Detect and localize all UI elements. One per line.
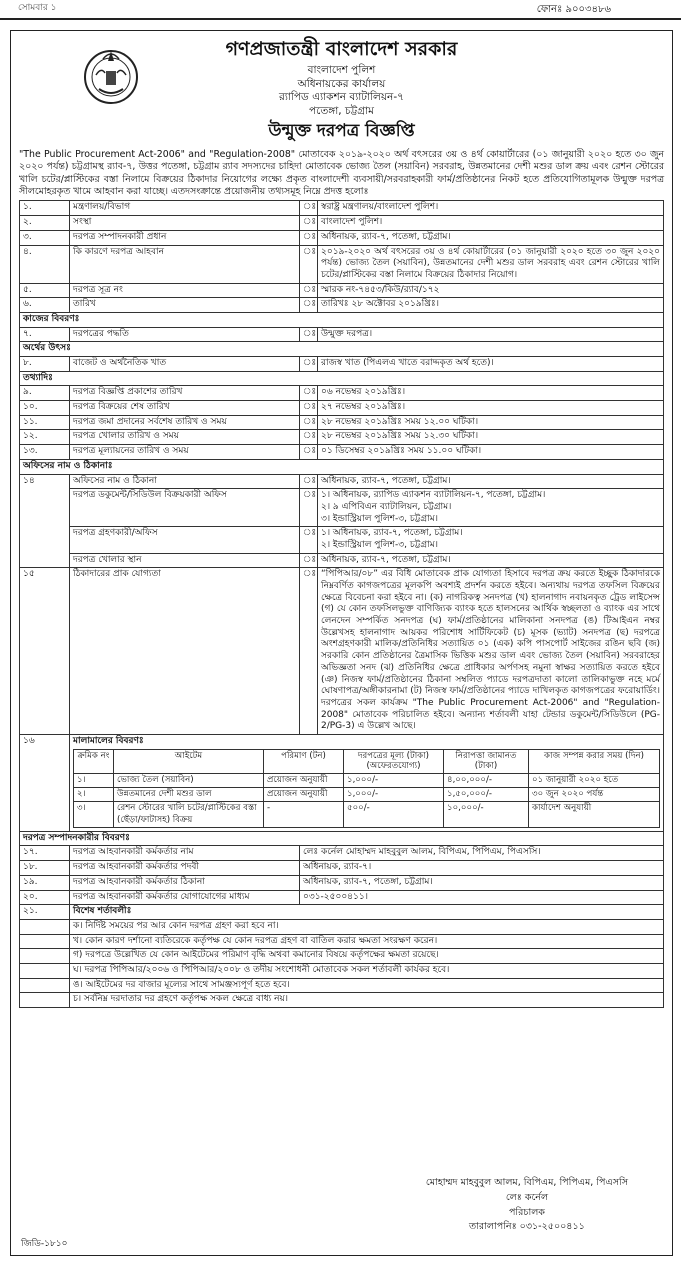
table-cell: ঃ [300,357,318,372]
table-cell: উন্নতমানের দেশী মশুর ডাল [114,788,264,802]
table-cell: চ। সর্বনিম্ন দরদাতার দর গ্রহণে কর্তৃপক্ষ সকল ক্ষেত্রে বাধ্য নয়। [70,993,664,1008]
table-cell: ২. [20,216,70,231]
table-cell: ৬. [20,298,70,313]
table-row [20,386,664,401]
table-cell: তারিখঃ ২৮ অক্টোবর ২০১৯খ্রিঃ। [318,298,664,313]
table-cell: ঃ [300,415,318,430]
table-cell: ৫. [20,283,70,298]
office-line: অধিনায়কের কার্যালয় [297,77,386,90]
table-cell: ১৭. [20,846,70,861]
table-cell: ঃ [300,386,318,401]
table-row [20,568,664,735]
table-cell: বাংলাদেশ পুলিশ। [318,216,664,231]
top-strip [0,0,681,20]
table-cell: ঃ [300,201,318,216]
table-cell: ঃ [300,474,318,489]
section-heading [20,371,664,386]
table-cell: দরপত্র বিজ্ঞপ্তি প্রকাশের তারিখ [70,386,300,401]
table-cell: ঃ [300,298,318,313]
section-heading [20,459,664,474]
table-cell: দরপত্র সূত্র নং [70,283,300,298]
signatory-phone: তারালাপনিঃ ০৩১-২৫০০৪১১ [469,1221,585,1233]
table-row [20,201,664,216]
table-cell: ১৩. [20,445,70,460]
table-row [20,474,664,489]
table-cell: ০১ জানুয়ারী ২০২০ হতে [529,774,660,788]
table-cell: অফিসের নাম ও ঠিকানা [70,474,300,489]
condition-row [20,978,664,993]
table-cell: আইটেম [114,749,264,773]
section-heading [20,342,664,357]
table-cell: প্রয়োজন অনুযায়ী [264,774,344,788]
table-cell: ১৫ [20,568,70,735]
table-cell: অর্থের উৎসঃ [20,342,664,357]
table-row [20,875,664,890]
table-cell [20,919,70,934]
table-cell: ১,৫০,০০০/- [444,788,529,802]
table-row [20,861,664,876]
table-cell: কি কারণে দরপত্র আহবান [70,245,300,283]
table-cell: অধিনায়ক, র‍্যাব-৭, পতেঙ্গা, চট্টগ্রাম। [318,553,664,568]
table-cell: ২০১৯-২০২০ অর্থ বৎসরের ৩য় ও ৪র্থ কোয়ার্টারের (০১ জানুয়ারী ২০২০ হতে ৩০ জুন ২০২০ পর্যন্ত) ভোজ্য তৈল (সয়াবিন), উন্নতমানের দেশী মশুর ডাল সরবরাহ এবং রেশন স্টোরের খালি চটের/প্লাস্টিকের বস্তা নিলামে বিক্রয়ের ঠিকাদার নিয়োগ। [318,245,664,283]
table-cell: ঃ [300,216,318,231]
table-cell: কাজের বিবরণঃ [20,312,664,327]
table-cell: ৩০ জুন ২০২০ পর্যন্ত [529,788,660,802]
tender-notice [10,30,673,1256]
table-row [20,245,664,283]
table-cell: ১. [20,201,70,216]
table-cell: ঠিকাদারের প্রাক যোগ্যতা [70,568,300,735]
table-cell: দরপত্র বিক্রয়ের শেষ তারিখ [70,401,300,416]
table-cell [20,978,70,993]
table-row [20,846,664,861]
table-cell [20,934,70,949]
table-cell: দরপত্র ডকুমেন্ট/সিডিউল বিক্রয়কারী অফিস [70,489,300,527]
table-cell: তথ্যাদিঃ [20,371,664,386]
table-cell: ঃ [300,489,318,527]
table-cell: ১,০০০/- [344,774,444,788]
condition-row [20,993,664,1008]
condition-row [20,934,664,949]
table-cell: স্মারক নং-৭৪৫৩/কিউ/র‍্যাব/১৭২ [318,283,664,298]
table-row [20,327,664,342]
table-row [20,890,664,905]
table-cell: ৭. [20,327,70,342]
table-cell: ক। নির্দিষ্ট সময়ের পর আর কোন দরপত্র গ্রহণ করা হবে না। [70,919,664,934]
table-cell: রাজস্ব খাত (পিএলএ খাতে বরাদ্দকৃত অর্থ হতে)। [318,357,664,372]
table-cell: ২৮ নভেম্বর ২০১৯খ্রিঃ সময় ১২.৩০ ঘটিকা। [318,430,664,445]
table-cell: ১৮. [20,861,70,876]
table-cell: ১১. [20,415,70,430]
table-row [20,734,664,831]
table-row [20,445,664,460]
signatory-name: মোহাম্মদ মাহবুবুল আলম, বিপিএম, পিপিএম, পিএসসি [425,1177,628,1189]
table-cell: দরপত্র জমা প্রদানের সর্বশেষ তারিখ ও সময় [70,415,300,430]
table-cell: ঃ [300,245,318,283]
table-cell: ঃ [300,230,318,245]
table-cell: ৩. [20,230,70,245]
table-cell: ০১ ডিসেম্বর ২০১৯খ্রিঃ সময় ১১.০০ ঘটিকা। [318,445,664,460]
table-row [20,298,664,313]
table-cell: দরপত্র আহবানকারী কর্মকর্তার ঠিকানা [70,875,300,890]
table-cell: নিরাপত্তা জামানত (টাকা) [444,749,529,773]
table-cell: ঙ। আইটেমের দর বাজার মূল্যের সাথে সামঞ্জস্যপূর্ণ হতে হবে। [70,978,664,993]
table-cell: ৩। [74,802,114,827]
tender-table [19,200,664,1008]
office-line: বাংলাদেশ পুলিশ [307,64,376,77]
table-cell: ১৬ [20,734,70,831]
table-cell: ৫০০/- [344,802,444,827]
table-cell: ঃ [300,445,318,460]
table-cell: খ। কোন কারণ দর্শানো ব্যতিরেকে কর্তৃপক্ষ যে কোন দরপত্র গ্রহণ বা বাতিল করার ক্ষমতা সংরক্ষণ করেন। [70,934,664,949]
table-row [20,357,664,372]
top-strip-left: সোমবার ১ [18,3,57,13]
table-cell: দরপত্র খোলার স্থান [70,553,300,568]
table-row [20,283,664,298]
table-cell: কাজ সম্পন্ন করার সময় (দিন) [529,749,660,773]
table-cell: ১,০০০/- [344,788,444,802]
table-row [20,216,664,231]
table-row [20,489,664,527]
table-cell: অধিনায়ক, র‍্যাব-৭, পতেঙ্গা, চট্টগ্রাম। [318,230,664,245]
government-title: গণপ্রজাতন্ত্রী বাংলাদেশ সরকার [225,38,458,60]
table-cell: বাজেট ও অর্থনৈতিক খাত [70,357,300,372]
table-cell: ১৪ [20,474,70,568]
table-cell: ১২. [20,430,70,445]
notice-title: উন্মুক্ত দরপত্র বিজ্ঞপ্তি [268,121,415,142]
top-strip-phone: ফোনঃ ৯০০৩৪৮৬ [536,4,611,15]
police-emblem-icon [81,45,141,105]
section-heading [20,312,664,327]
table-cell: ৮. [20,357,70,372]
table-cell: ঃ [300,430,318,445]
table-cell: ভোজ্য তৈল (সয়াবিন) [114,774,264,788]
table-cell: ২০. [20,890,70,905]
table-cell: স্বরাষ্ট্র মন্ত্রণালয়/বাংলাদেশ পুলিশ। [318,201,664,216]
goods-table [73,749,660,828]
table-row [20,905,664,920]
intro-paragraph: "The Public Procurement Act-2006" and "Regulation-2008" মোতাবেক ২০১৯-২০২০ অর্থ বৎসরের ৩য় ও ৪র্থ কোয়ার্টারের (০১ জানুয়ারী ২০২০ হতে ৩০ জুন ২০২০ পর্যন্ত) চট্টগ্রামস্থ র‍্যাব-৭, উত্তর পতেঙ্গা, চট্টগ্রাম র‍্যাব সদস্যদের চাহিদা মোতাবেক ভোজ্য তৈল (সয়াবিন) সরবরাহ, উন্নতমানের দেশী মশুর ডাল ক্রয় এবং রেশন স্টোরের খালি চটের/প্লাস্টিকের বস্তা নিলামে বিক্রয়ের ঠিকাদার নিয়োগের লক্ষ্যে প্রকৃত বাংলাদেশী ব্যবসায়ী/সরবরাহকারী ফার্ম/প্রতিষ্ঠানের নিকট হতে প্রতিযোগিতামূলক উন্মুক্ত দরপত্র সীলমোহরকৃত খামে আহবান করা যাচ্ছে। এতদসংক্রান্তে প্রয়োজনীয় তথ্যসমূহ নিম্নে প্রদত্ত হলোঃ [19,148,664,198]
table-cell: মন্ত্রণালয়/বিভাগ [70,201,300,216]
table-cell: কার্যাদেশ অনুযায়ী [529,802,660,827]
table-cell [20,949,70,964]
goods-row [74,802,660,827]
table-cell: গ) দরপত্রে উল্লেখিত যে কোন আইটেমের পরিমাণ বৃদ্ধি অথবা কমানোর বিষয়ে কর্তৃপক্ষের ক্ষমতা রয়েছে। [70,949,664,964]
condition-row [20,949,664,964]
table-row [20,553,664,568]
table-cell: ঘ। দরপত্র পিপিআর/২০০৬ ও পিপিআর/২০০৮ ও তদীয় সংশোধনী মোতাবেক সকল শর্তাবলী কার্যকর হবে। [70,963,664,978]
office-line: পতেঙ্গা, চট্টগ্রাম [309,104,374,117]
section-heading [20,831,664,846]
table-row [20,401,664,416]
table-cell: দরপত্র আহবানকারী কর্মকর্তার যোগাযোগের মাধ্যম [70,890,300,905]
signatory-post: পরিচালক [508,1206,545,1218]
table-row [20,415,664,430]
table-cell: ২৭ নভেম্বর ২০১৯খ্রিঃ। [318,401,664,416]
table-cell: ১০,০০০/- [444,802,529,827]
table-cell: ১০. [20,401,70,416]
table-cell: ঃ [300,283,318,298]
table-cell: ১। অধিনায়ক, র‍্যাব-৭, পতেঙ্গা, চট্টগ্রাম। ২। ইন্ডাস্ট্রিয়াল পুলিশ-৩, চট্টগ্রাম। [318,527,664,553]
table-cell: প্রয়োজন অনুযায়ী [264,788,344,802]
signature-block [426,1176,628,1235]
table-cell: তারিখ [70,298,300,313]
table-cell: লেঃ কর্নেল মোহাম্মদ মাহবুবুল আলম, বিপিএম, পিপিএম, পিএসসি। [300,846,664,861]
table-cell: ১। অধিনায়ক, র‍্যাপিড এ্যাকশন ব্যাটালিয়ন-৭, পতেঙ্গা, চট্টগ্রাম। ২। ৯ এপিবিএন ব্যাটালিয়ন, চট্টগ্রাম। ৩। ইন্ডাস্ট্রিয়াল পুলিশ-৩, চট্টগ্রাম। [318,489,664,527]
table-cell: ০৩১-২৫০০৪১১। [300,890,664,905]
table-cell: ২৮ নভেম্বর ২০১৯খ্রিঃ সময় ১২.০০ ঘটিকা। [318,415,664,430]
table-cell: ১৯. [20,875,70,890]
condition-row [20,919,664,934]
table-cell: দরপত্রের মূল্য (টাকা) (অফেরতযোগ্য) [344,749,444,773]
table-cell: ঃ [300,401,318,416]
table-cell: ক্রমিক নং [74,749,114,773]
table-cell: ৪,০০,০০০/- [444,774,529,788]
table-cell: অধিনায়ক, র‍্যাব-৭, পতেঙ্গা, চট্টগ্রাম। [300,875,664,890]
table-cell: রেশন স্টোরের খালি চটের/প্লাস্টিকের বস্তা (ছেঁড়া/ফাটাসহ) বিক্রয় [114,802,264,827]
goods-row [74,788,660,802]
office-line: র‍্যাপিড এ্যাকশন ব্যাটালিয়ন-৭ [279,91,404,104]
table-cell: মালামালের বিবরণঃ ক্রমিক নং আইটেম পরিমাণ (টন) দরপত্রের মূল্য (টাকা) (অফেরতযোগ্য) নিরাপত্তা জামানত (টাকা) কাজ সম্পন্ন করার সময় (দিন) ১। ভোজ্য তৈল (সয়াবিন) প্রয়োজন অনুযায়ী ১,০০০/- ৪,০০,০০০/- ০১ জানুয়ারী ২০২০ হতে ২। উন্নতমানের দেশী মশুর ডাল প্রয়োজন অনুযায়ী ১,০০০/- ১,৫০,০০০/- ৩০ জুন ২০২০ পর্যন্ত ৩। রেশন স্টোরের খালি চটের/প্লাস্টিকের বস্তা (ছেঁড়া/ফাটাসহ) বিক্রয় - ৫০০/- ১০,০০০/- কার্যাদেশ অনুযায়ী [70,734,664,831]
table-cell: অধিনায়ক, র‍্যাব-৭। [300,861,664,876]
table-cell: ঃ [300,327,318,342]
condition-row [20,963,664,978]
table-cell: ১। [74,774,114,788]
table-cell: দরপত্র সম্পাদনকারী প্রধান [70,230,300,245]
table-cell: দরপত্র গ্রহণকারী/অফিস [70,527,300,553]
table-row [20,527,664,553]
table-cell: ঃ [300,553,318,568]
table-cell: ২১. [20,905,70,920]
table-cell: ঃ [300,568,318,735]
table-cell: ৪. [20,245,70,283]
table-cell: উন্মুক্ত দরপত্র। [318,327,664,342]
table-cell: ২। [74,788,114,802]
table-cell: অধিনায়ক, র‍্যাব-৭, পতেঙ্গা, চট্টগ্রাম। [318,474,664,489]
table-cell: দরপত্র সম্পাদনকারীর বিবরণঃ [20,831,664,846]
table-cell: বিশেষ শর্তাবলীঃ [70,905,664,920]
table-row [74,749,660,773]
table-cell: দরপত্র খোলার তারিখ ও সময় [70,430,300,445]
goods-row [74,774,660,788]
table-cell: পরিমাণ (টন) [264,749,344,773]
table-row [20,230,664,245]
table-cell: ঃ [300,527,318,553]
table-cell: দরপত্র মূল্যায়নের তারিখ ও সময় [70,445,300,460]
table-cell [20,993,70,1008]
table-cell: দরপত্র আহবানকারী কর্মকর্তার নাম [70,846,300,861]
signatory-rank: লেঃ কর্নেল [505,1191,549,1203]
table-cell: সংস্থা [70,216,300,231]
table-cell [20,963,70,978]
table-cell: ০৬ নভেম্বর ২০১৯খ্রিঃ। [318,386,664,401]
table-cell: দরপত্র আহবানকারী কর্মকর্তার পদবী [70,861,300,876]
table-cell: দরপত্রের পদ্ধতি [70,327,300,342]
table-row [20,430,664,445]
gd-number: জিডি-১৮১০ [21,1239,68,1249]
prequalification-text: “পিপিআর/০৮” এর বিধি মোতাবেক প্রাক যোগ্যতা হিসাবে দরপত্র ক্রয় করতে ইচ্ছুক ঠিকাদারকে নিম্নবর্ণিত কাগজপত্রের মূলকপি অবশ্যই প্রদর্শন করতে হইবে। অন্যথায় দরপত্র তফসিল বিক্রয়ের ক্ষেত্রে বিবেচনা করা হইবে না। (ক) নাগরিকত্ব সনদপত্র (খ) হালনাগাদ নবায়নকৃত ট্রেড লাইসেন্স (গ) যে কোন তফসিলভুক্ত বাণিজ্যিক ব্যাংক হতে হালসনের আর্থিক স্বচ্ছলতা ও ব্যাংক এর সাথে লেনদেন সম্পর্কিত সনদপত্র (ঘ) ফার্ম/প্রতিষ্ঠানের মালিকানা সনদপত্র (ঙ) টিআইএন নম্বর উল্লেখসহ হালনাগাদ আয়কর পরিশোধ সার্টিফিকেট (চ) মূসক (ভ্যাট) সনদপত্র (ছ) দরপত্রে অংশগ্রহণকারী মালিক/প্রতিনিধির সত্যায়িত ০১ (এক) কপি পাসপোর্ট সাইজের রঙিন ছবি (জ) সরকারি কোন প্রতিষ্ঠানের ত্রৈমাসিক ভিত্তিক মশুর ডাল এবং ভোজ্য তৈল (সয়াবিন) সরবরাহের অভিজ্ঞতা সনদ (ঝ) প্রতিনিধির ক্ষেত্রে প্রাধিকার অর্পণসহ নমুনা স্বাক্ষর সত্যায়িত করতে হইবে (ঞ) নিজস্ব ফার্ম/প্রতিষ্ঠানের ঠিকানা সম্বলিত প্যাডে দরপত্রদাতা কালো তালিকাভুক্ত নহে মর্মে ঘোষণাপত্র/অঙ্গীকারনামা (ট) নিজস্ব ফার্ম/প্রতিষ্ঠানের প্যাডে দাখিলকৃত কাগজপত্রের ফরোয়ার্ডিং। দরপত্রের সকল কার্যক্রম "The Public Procurement Act-2006" and "Regulation-2008" মোতাবেক পরিচালিত হইবে। অন্যান্য শর্তাবলী যাহা টেন্ডার ডকুমেন্ট/সিডিউলে (PG-2/PG-3) এ উল্লেখ আছে। [318,568,664,735]
table-cell: ৯. [20,386,70,401]
table-cell: অফিসের নাম ও ঠিকানাঃ [20,459,664,474]
table-cell: - [264,802,344,827]
